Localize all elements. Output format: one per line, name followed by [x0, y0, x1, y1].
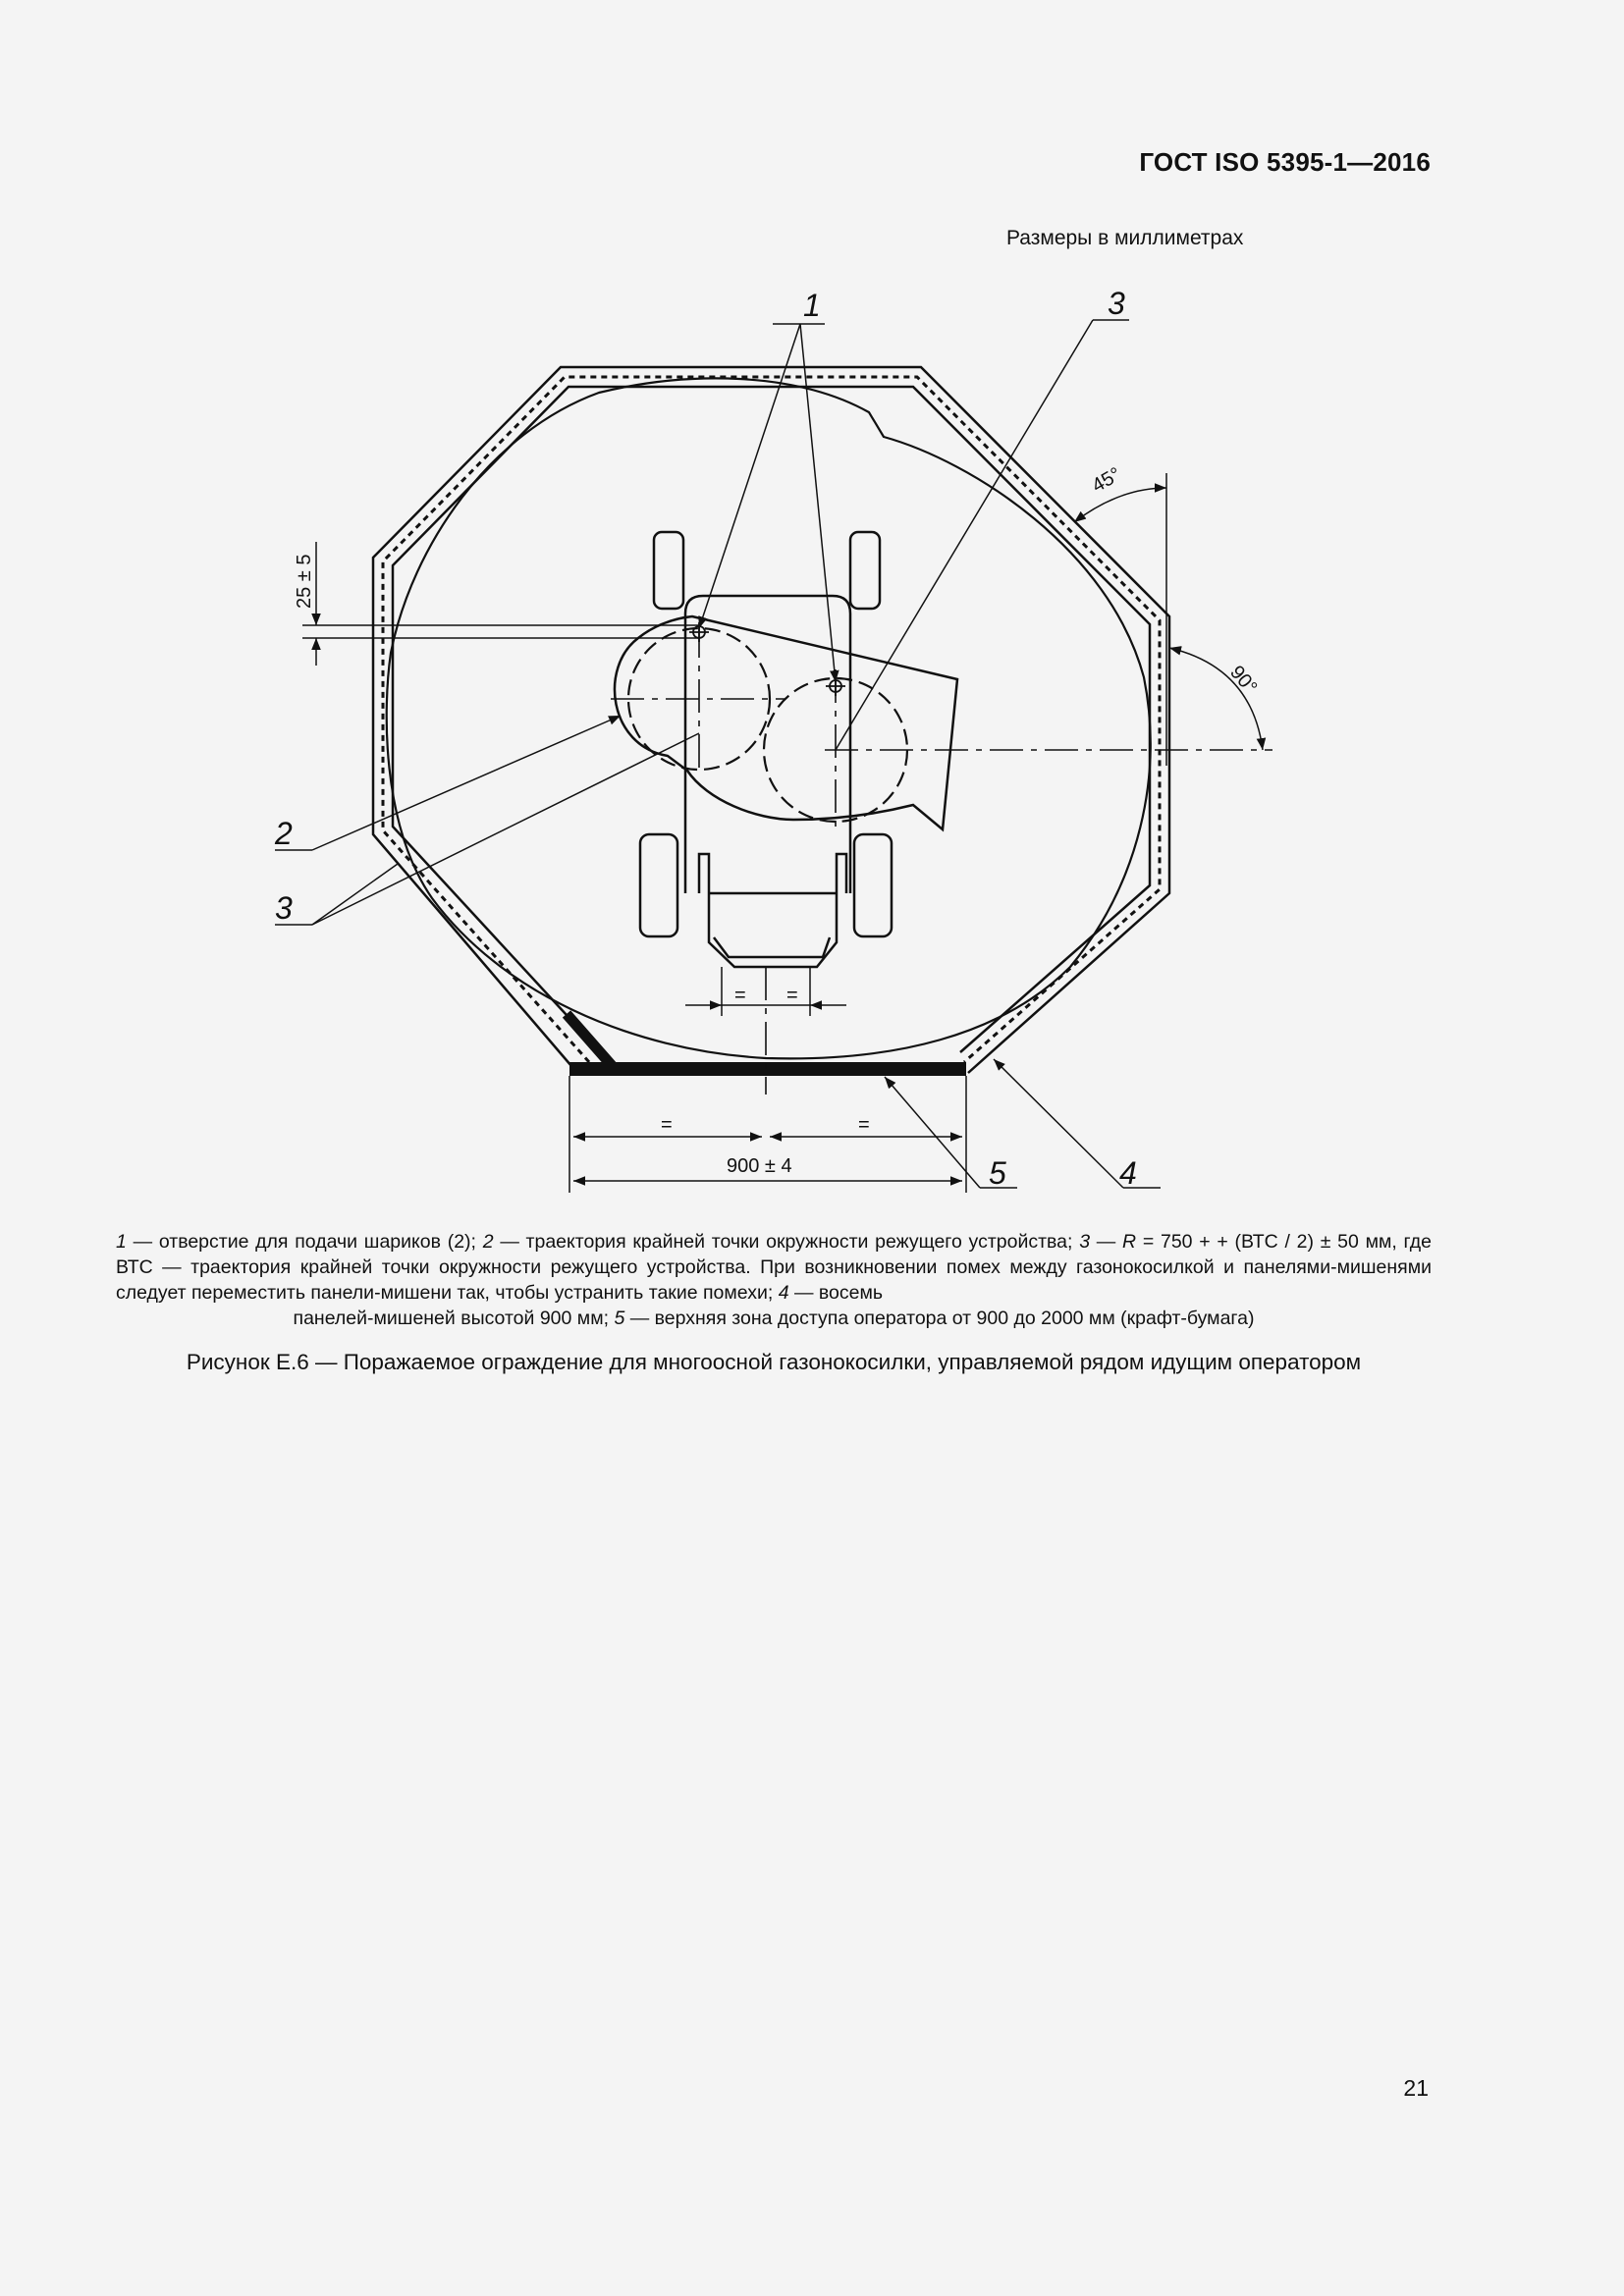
figure-legend [116, 1229, 1432, 1331]
legend-text [116, 1229, 1432, 1306]
callout-2: 2 [275, 816, 293, 851]
operator-zone-bar [569, 1062, 966, 1076]
legend-item-4: — восемь [788, 1282, 884, 1304]
legend-item-2: — траектория крайней точки окружности режущего устройства; [493, 1231, 1080, 1253]
angle-90-label: 90° [1225, 662, 1262, 699]
legend-item-1: — отверстие для подачи шариков (2); [126, 1231, 483, 1253]
legend-item-3-dash: — [1090, 1231, 1123, 1253]
base-width-label: 900 ± 4 [727, 1155, 792, 1177]
callout-5: 5 [989, 1155, 1006, 1191]
callout-3-top: 3 [1108, 286, 1125, 321]
legend-num-5: 5 [614, 1308, 625, 1329]
mower-body [685, 596, 850, 967]
eq-left: = [661, 1114, 673, 1136]
callout-numbers [274, 286, 1137, 1191]
figure-caption: Рисунок Е.6 — Поражаемое ограждение для многоосной газонокосилки, управляемой рядом идущим оператором [186, 1350, 1362, 1374]
callout-3-left: 3 [275, 890, 293, 926]
legend-item-4-cont: панелей-мишеней высотой 900 мм; [293, 1308, 615, 1329]
units-note: Размеры в миллиметрах [1006, 227, 1244, 249]
angle-45-label: 45° [1088, 463, 1125, 498]
legend-item-5: — верхняя зона доступа оператора от 900 до 2000 мм (крафт-бумага) [624, 1308, 1255, 1329]
legend-item-3: = 750 + + (ВТС / 2) ± 50 мм, где ВТС — траектория крайней точки окружности режущего устройства. При возникновении помех между газонокосилкой и панелями-мишенями следует переместить панели-мишени так, чтобы устранить такие помехи; [116, 1231, 1432, 1304]
legend-num-3: 3 [1079, 1231, 1091, 1253]
eq-right: = [858, 1114, 870, 1136]
legend-num-1: 1 [116, 1231, 127, 1253]
legend-r-symbol: R [1122, 1231, 1137, 1253]
callout-1: 1 [803, 288, 821, 323]
offset-dimension [302, 542, 699, 666]
legend-num-2: 2 [482, 1231, 494, 1253]
offset-label: 25 ± 5 [294, 554, 315, 609]
document-id: ГОСТ ISO 5395-1—2016 [1139, 147, 1431, 177]
legend-last-line [116, 1306, 1432, 1331]
eq-small-right: = [786, 985, 798, 1006]
cutter-housing [615, 616, 957, 829]
legend-num-4: 4 [778, 1282, 789, 1304]
callout-4: 4 [1119, 1155, 1137, 1191]
leader-lines [275, 320, 1161, 1188]
eq-small-left: = [734, 985, 746, 1006]
panel-thick-corner [567, 1014, 616, 1070]
page-number: 21 [1403, 2075, 1429, 2101]
